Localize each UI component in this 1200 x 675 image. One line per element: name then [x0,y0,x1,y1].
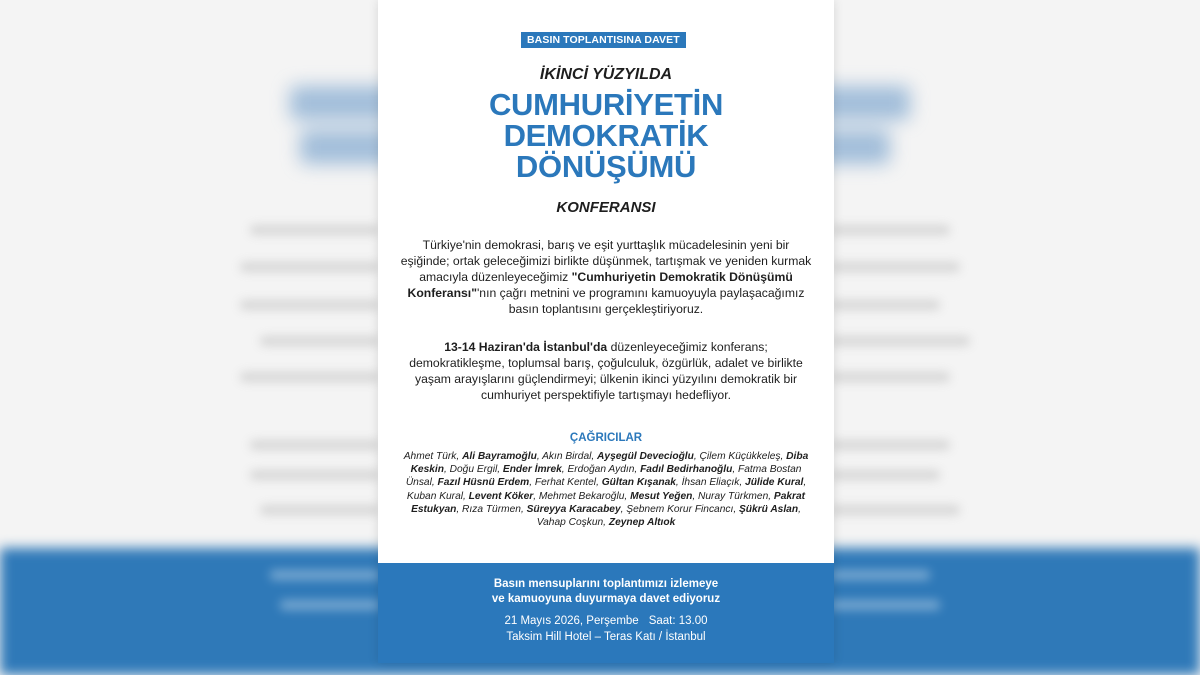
title-line-1: CUMHURİYETİN [488,87,724,122]
title-line-3: DÖNÜŞÜMÜ [515,149,697,184]
signatory-name: Ali Bayramoğlu [462,451,537,462]
signatory-name: Fatma Bostan Ünsal [405,464,802,489]
signatory-name: Şebnem Korur Fincancı [626,503,734,515]
signatory-name: Doğu Ergil [449,464,498,476]
signatory-name: Ayşegül Devecioğlu [597,451,694,462]
signatory-name: Kuban Kural [406,490,463,502]
signatory-name: Nuray Türkmen [698,490,769,502]
signatory-name: Ahmet Türk [403,451,457,462]
intro-text-end: 'nın çağrı metnini ve programını kamuoyuyla paylaşacağımız basın toplantısını gerçekleştiriyoruz. [476,286,805,316]
signatory-name: Şükrü Aslan [739,503,799,515]
conference-subtitle: KONFERANSI [556,199,656,216]
footer-message [378,577,834,607]
signatory-name: Fadıl Bedirhanoğlu [640,464,733,476]
event-time: Saat: 13.00 [648,615,708,627]
signatories-list: Ahmet Türk, Ali Bayramoğlu, Akın Birdal, Ayşegül Devecioğlu, Çilem Küçükkeleş, Diba Keskin, Doğu Ergil, Ender İmrek, Erdoğan Aydın, Fadıl Bedirhanoğlu, Fatma Bostan Ünsal, Fazıl Hüsnü Erdem, Ferhat Kentel, Gültan Kışanak, İhsan Eliaçık, Jülide Kural, Kuban Kural, Levent Köker, Mehmet Bekaroğlu, Mesut Yeğen, Nuray Türkmen, Pakrat Estukyan, Rıza Türmen, Süreyya Karacabey, Şebnem Korur Fincancı, Şükrü Aslan, Vahap Coşkun, Zeynep Altıok [403,451,809,529]
event-date-place: 13-14 Haziran'da İstanbul'da [444,340,608,354]
signatory-name: Jülide Kural [745,477,804,489]
signatory-name: Diba Keskin [410,451,809,476]
title-line-2: DEMOKRATİK [503,118,709,153]
footer-datetime [378,614,834,629]
conference-title [378,89,834,182]
signatory-name: Vahap Coşkun [536,517,604,529]
invitation-tag: BASIN TOPLANTISINA DAVET [521,32,686,48]
signatory-name: Zeynep Altıok [608,517,676,529]
intro-paragraph [400,237,812,317]
signatory-name: Mesut Yeğen [630,490,693,502]
signatory-name: Ferhat Kentel [534,477,597,489]
signatory-name: Akın Birdal [542,451,592,462]
signatory-name: Levent Köker [468,490,534,502]
signatory-name: Fazıl Hüsnü Erdem [437,477,530,489]
footer-band [378,563,834,663]
signatory-name: Süreyya Karacabey [526,503,621,515]
signatories-heading: ÇAĞRICILAR [569,432,643,444]
signatory-name: Çilem Küçükkeleş [699,451,781,462]
signatory-name: Rıza Türmen [462,503,521,515]
footer-message-line-2: ve kamuoyuna duyurmaya davet ediyoruz [491,593,721,605]
event-venue: Taksim Hill Hotel – Teras Katı / İstanbul [506,631,706,643]
intro-conference-name: "Cumhuriyetin Demokratik Dönüşümü Konferansı" [407,270,793,300]
signatory-name: İhsan Eliaçık [681,477,740,489]
invitation-poster [378,0,834,663]
signatory-name: Pakrat Estukyan [411,490,806,515]
event-text: düzenleyeceğimiz konferans; demokratikleşme, toplumsal barış, çoğulculuk, özgürlük, adalet ve birlikte yaşam arayışlarını güçlendirmeyi; ülkenin ikinci yüzyılını demokratik bir cumhuriyet perspektifiyle tartışmayı hedefliyor. [409,340,803,402]
signatory-name: Erdoğan Aydın [567,464,635,476]
footer-message-line-1: Basın mensuplarını toplantımızı izlemeye [493,578,719,590]
signatory-name: Gültan Kışanak [601,477,676,489]
signatory-name: Ender İmrek [502,464,562,476]
intro-text: Türkiye'nin demokrasi, barış ve eşit yurttaşlık mücadelesinin yeni bir eşiğinde; ortak geleceğimizi birlikte düşünmek, tartışmak ve yeniden kurmak amacıyla düzenleyeceğimiz [400,238,812,284]
signatory-name: Mehmet Bekaroğlu [538,490,625,502]
title-kicker: İKİNCİ YÜZYILDA [539,66,673,83]
event-paragraph [400,339,812,403]
event-date: 21 Mayıs 2026, Perşembe [504,615,639,627]
